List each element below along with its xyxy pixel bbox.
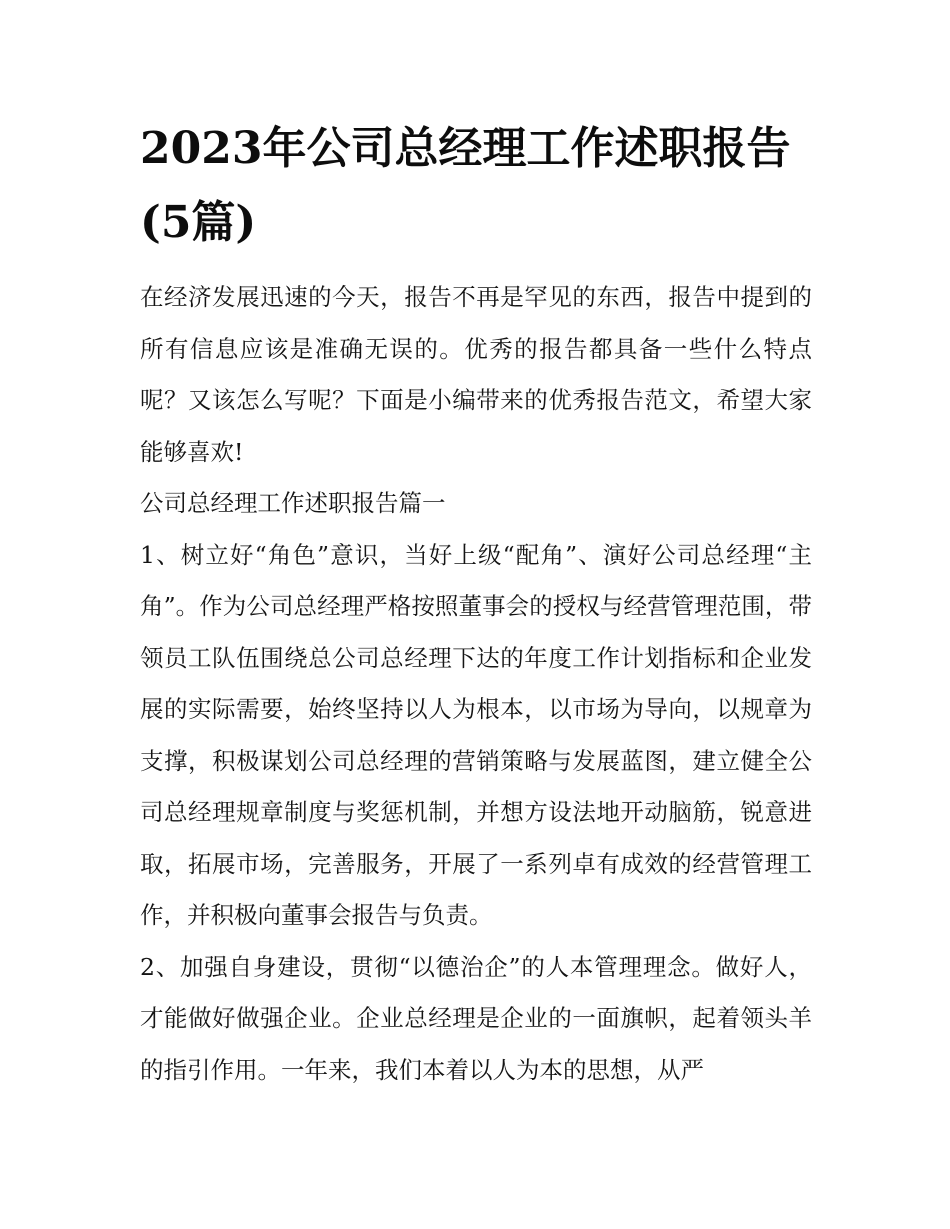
body-paragraph-1: 1、树立好“角色”意识，当好上级“配角”、演好公司总经理“主角”。作为公司总经理严格按照董事会的授权与经营管理范围，带领员工队伍围绕总公司总经理下达的年度工作计划指标和企业发展的实际需要，始终坚持以人为根本，以市场为导向，以规章为支撑，积极谋划公司总经理的营销策略与发展蓝图，建立健全公司总经理规章制度与奖惩机制，并想方设法地开动脑筋，锐意进取，拓展市场，完善服务，开展了一系列卓有成效的经营管理工作，并积极向董事会报告与负责。 — [140, 540, 812, 929]
body-paragraph-2: 2、加强自身建设，贯彻“以德治企”的人本管理理念。做好人，才能做好做强企业。企业总经理是企业的一面旗帜，起着领头羊的指引作用。一年来，我们本着以人为本的思想，从严 — [140, 952, 812, 1084]
section-heading: 公司总经理工作述职报告篇一 — [140, 489, 446, 517]
document-content — [140, 112, 812, 1096]
intro-paragraph: 在经济发展迅速的今天，报告不再是罕见的东西，报告中提到的所有信息应该是准确无误的。优秀的报告都具备一些什么特点呢？又该怎么写呢？下面是小编带来的优秀报告范文，希望大家能够喜欢! — [140, 283, 812, 466]
document-title: 2023年公司总经理工作述职报告(5篇) — [140, 123, 791, 248]
